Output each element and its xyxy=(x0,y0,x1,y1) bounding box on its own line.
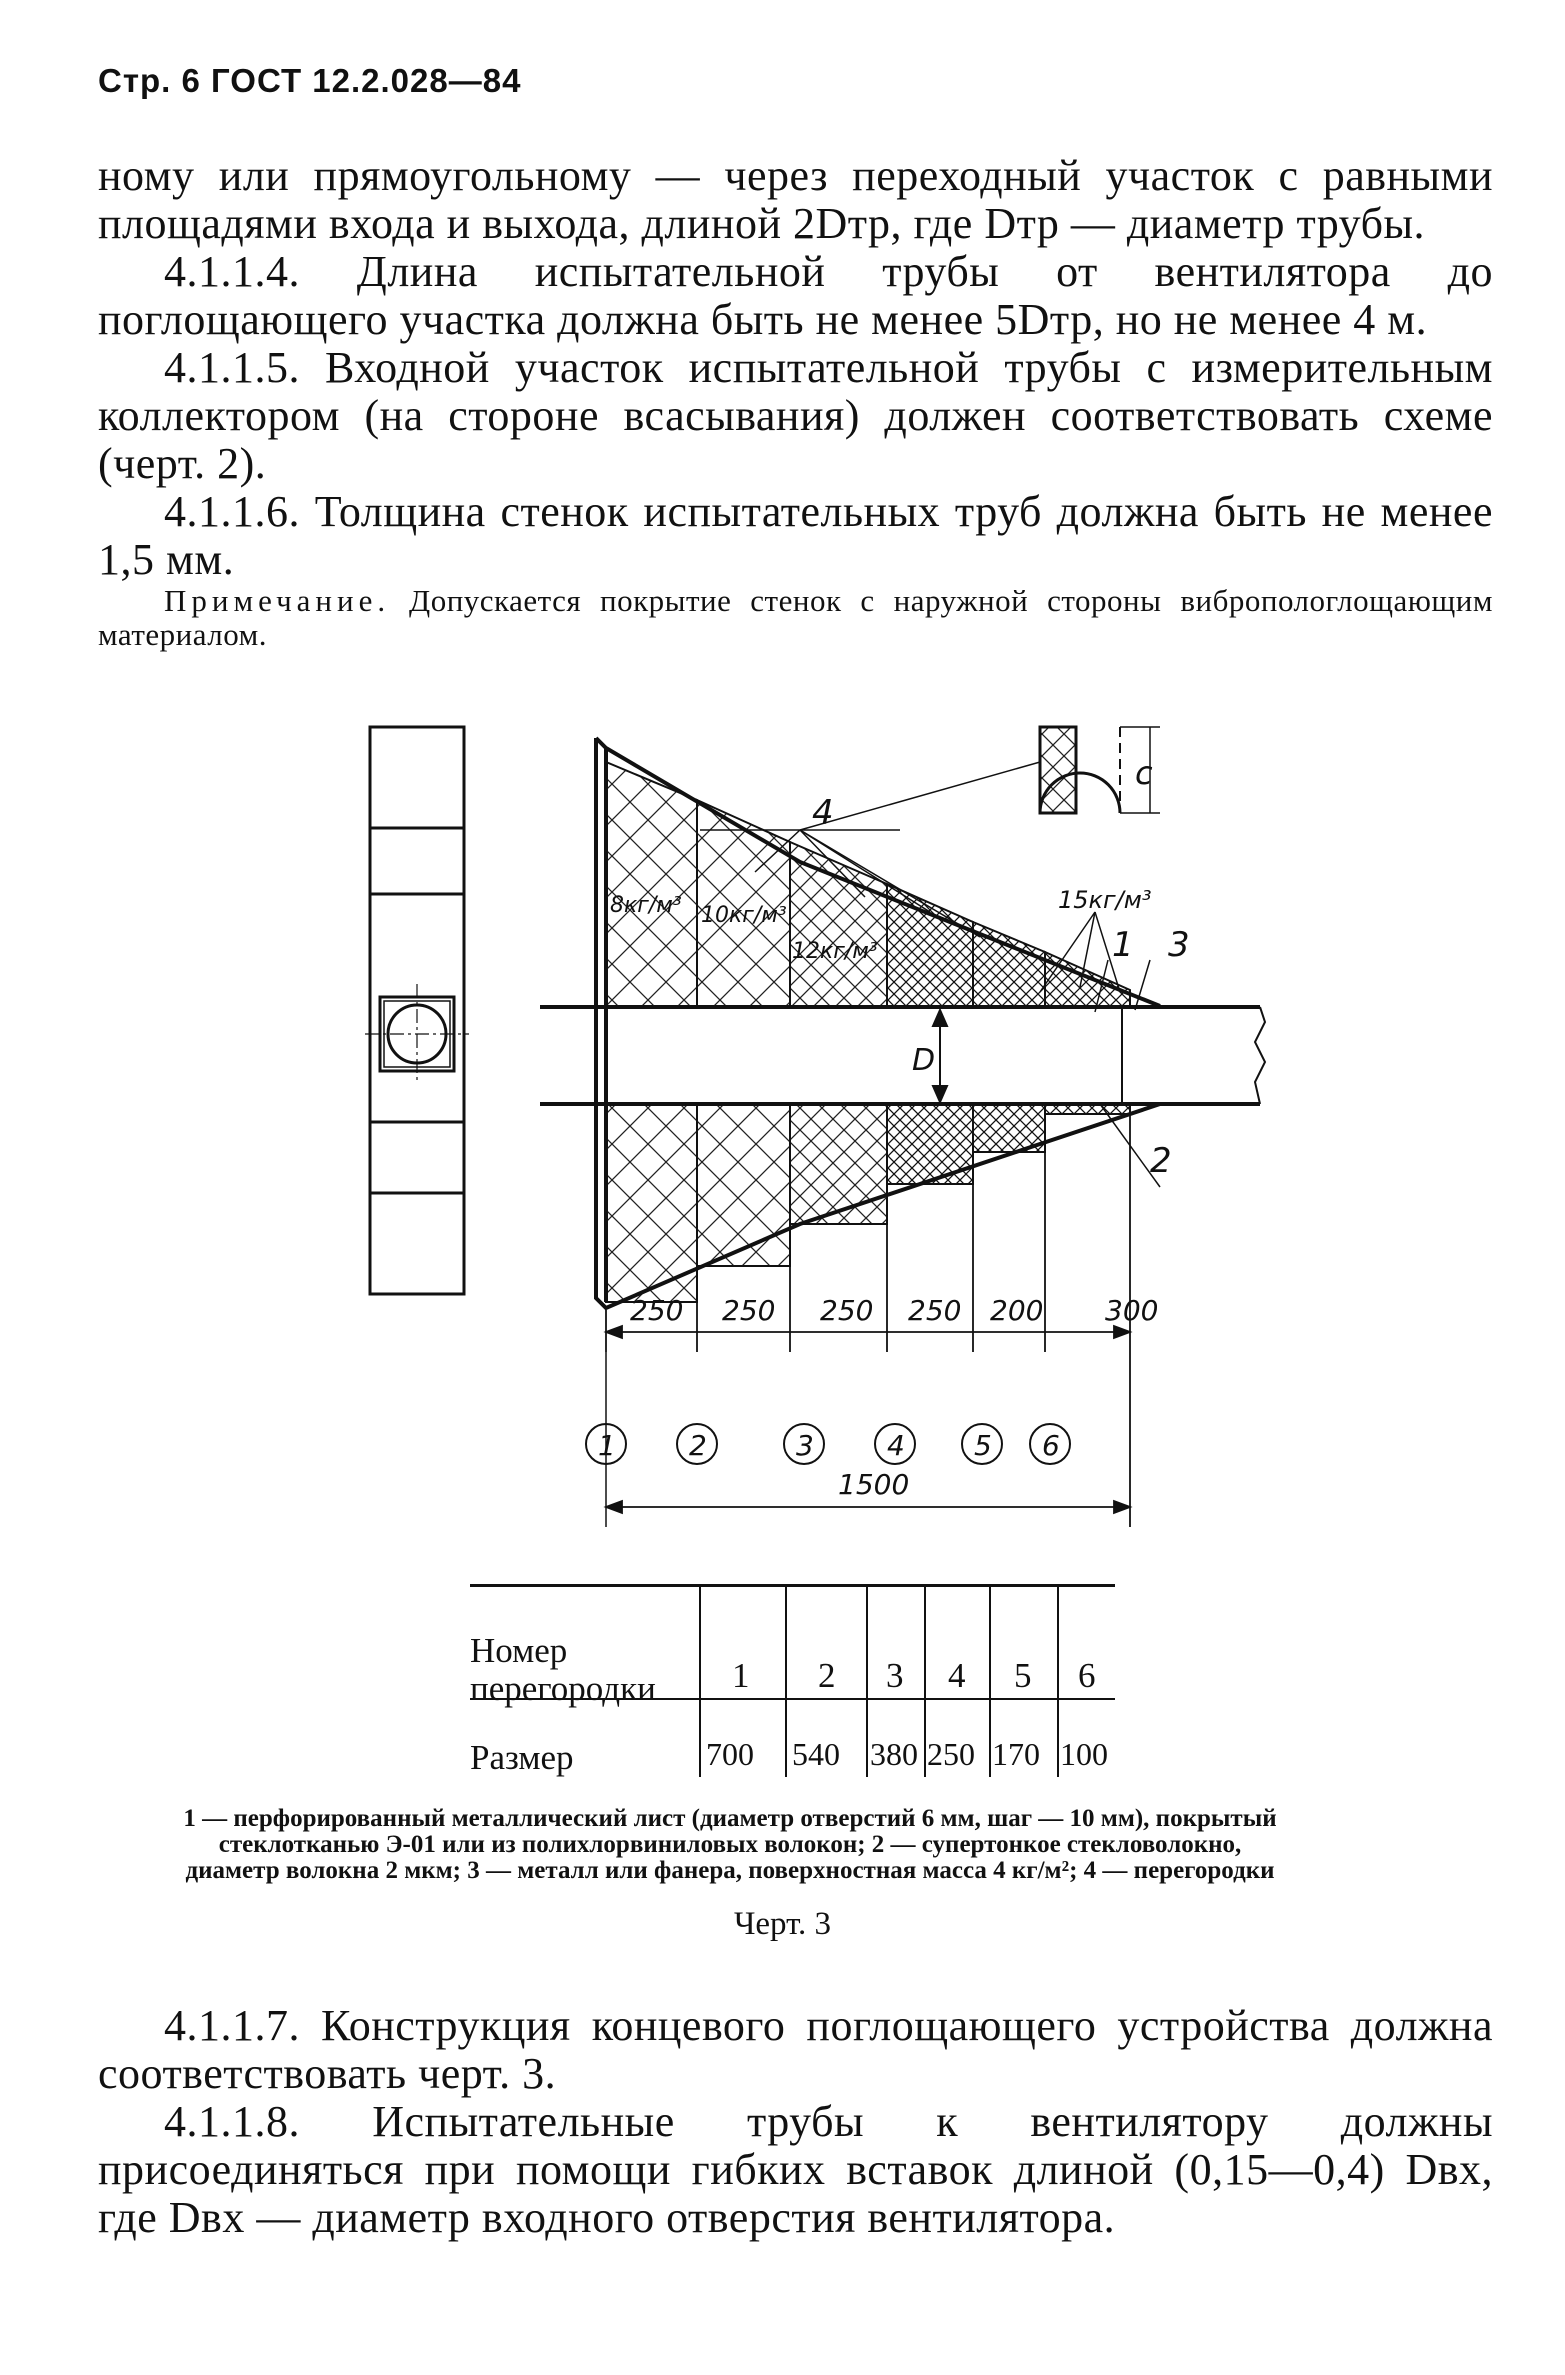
side-view xyxy=(365,727,469,1294)
table-size-6: 100 xyxy=(1060,1736,1108,1772)
marker-5: 5 xyxy=(974,1429,992,1462)
table-number-5: 5 xyxy=(1014,1656,1032,1695)
dim-6: 300 xyxy=(1105,1294,1159,1327)
absorber-drawing xyxy=(360,712,1280,1572)
density-10: 10кг/м³ xyxy=(701,903,787,928)
paragraph-4-1-1-5: 4.1.1.5. Входной участок испытательной трубы с измерительным коллектором (на стороне всасывания) должен соответствовать схеме (черт. 2). xyxy=(98,343,1493,488)
figure-label: Черт. 3 xyxy=(733,1906,832,1942)
dim-5: 200 xyxy=(990,1294,1044,1327)
dim-total: 1500 xyxy=(838,1468,910,1501)
table-number-3: 3 xyxy=(886,1656,904,1695)
callout-4: 4 xyxy=(812,793,834,833)
paragraph-continuation: ному или прямоугольному — через переходный участок с равными площадями входа и выхода, длиной 2Dтр, где Dтр — диаметр трубы. xyxy=(98,151,1493,248)
note-label: Примечание. xyxy=(164,583,391,618)
marker-2: 2 xyxy=(689,1429,707,1462)
marker-1: 1 xyxy=(598,1429,616,1462)
dim-2: 250 xyxy=(722,1294,776,1327)
table-size-1: 700 xyxy=(706,1736,754,1772)
marker-4: 4 xyxy=(887,1429,905,1462)
paragraph-4-1-1-4: 4.1.1.4. Длина испытательной трубы от вентилятора до поглощающего участка должна быть не менее 5Dтр, но не менее 4 м. xyxy=(98,247,1493,344)
table-number-2: 2 xyxy=(818,1656,836,1695)
partition-table xyxy=(470,1584,1115,1777)
dim-1: 250 xyxy=(630,1294,684,1327)
callout-2: 2 xyxy=(1150,1141,1172,1181)
table-number-4: 4 xyxy=(948,1656,966,1695)
table-number-1: 1 xyxy=(732,1656,750,1695)
table-size-5: 170 xyxy=(992,1736,1040,1772)
body-text-top xyxy=(98,152,1493,652)
paragraph-4-1-1-6: 4.1.1.6. Толщина стенок испытательных труб должна быть не менее 1,5 мм. xyxy=(98,487,1493,584)
table-size-2: 540 xyxy=(792,1736,840,1772)
dim-3: 250 xyxy=(820,1294,874,1327)
paragraph-4-1-1-8: 4.1.1.8. Испытательные трубы к вентилятору должны присоединяться при помощи гибких вставок длиной (0,15—0,4) Dвх, где Dвх — диаметр входного отверстия вентилятора. xyxy=(98,2097,1493,2242)
dim-4: 250 xyxy=(908,1294,962,1327)
note-text: Допускается покрытие стенок с наружной стороны вибропологлощающим материалом. xyxy=(98,583,1493,652)
table-number-6: 6 xyxy=(1078,1656,1096,1695)
table-size-3: 380 xyxy=(870,1736,918,1772)
marker-3: 3 xyxy=(796,1429,814,1462)
table-size-4: 250 xyxy=(927,1736,975,1772)
figure-legend: 1 — перфорированный металлический лист (диаметр отверстий 6 мм, шаг — 10 мм), покрытый стеклотканью Э-01 или из полихлорвиниловых волокон; 2 — супертонкое стекловолокно, диаметр волокна 2 мкм; 3 — металл или фанера, поверхностная масса 4 кг/м²; 4 — перегородки xyxy=(183,1805,1277,1884)
density-12: 12кг/м³ xyxy=(792,939,878,964)
density-15: 15кг/м³ xyxy=(1058,886,1152,914)
marker-6: 6 xyxy=(1042,1429,1060,1462)
density-8: 8кг/м³ xyxy=(610,893,682,918)
paragraph-4-1-1-7: 4.1.1.7. Конструкция концевого поглощающего устройства должна соответствовать черт. 3. xyxy=(98,2001,1493,2098)
page-header: Стр. 6 ГОСТ 12.2.028—84 xyxy=(98,62,522,99)
dim-d-label: D xyxy=(912,1043,936,1078)
dim-c-label: c xyxy=(1135,754,1153,792)
callout-1: 1 xyxy=(1112,925,1134,965)
note xyxy=(98,584,1493,652)
body-text-bottom xyxy=(98,2002,1493,2242)
callout-3: 3 xyxy=(1168,925,1190,965)
table-row1-label: Номер перегородки xyxy=(470,1631,656,1708)
partition-markers xyxy=(586,1424,1070,1464)
table-row2-label: Размер xyxy=(470,1738,574,1777)
